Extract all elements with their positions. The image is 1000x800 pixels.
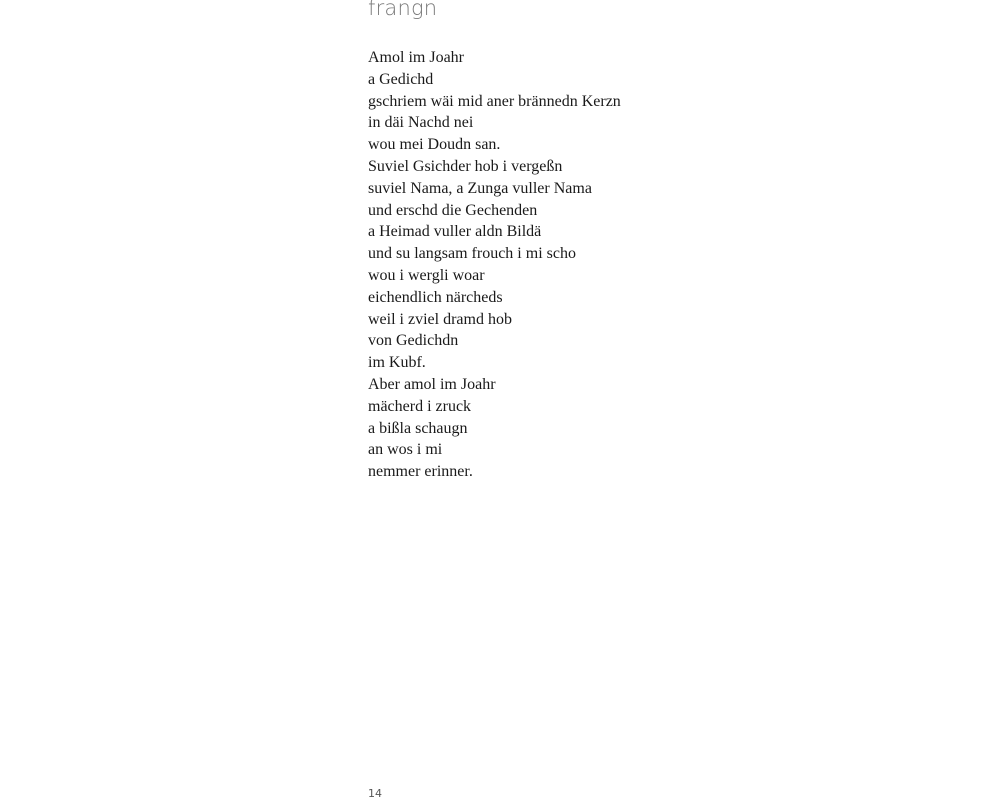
poem-line: gschriem wäi mid aner brännedn Kerzn — [368, 92, 621, 110]
poem-line: weil i zviel dramd hob — [368, 310, 512, 328]
poem-line: a Gedichd — [368, 70, 434, 88]
poem-line: a Heimad vuller aldn Bildä — [368, 223, 542, 241]
poem-line: wou i wergli woar — [368, 266, 485, 284]
poem-line: nemmer erinner. — [368, 463, 473, 481]
poem-line: im Kubf. — [368, 354, 426, 372]
poem-line: Amol im Joahr — [368, 49, 464, 66]
poem-line: in däi Nachd nei — [368, 114, 474, 132]
poem-line: und su langsam frouch i mi scho — [368, 245, 576, 263]
poem-line: eichendlich närcheds — [368, 288, 503, 306]
poem-title: frangn — [368, 0, 438, 20]
poem-line: a bißla schaugn — [368, 419, 468, 437]
poem-line: mächerd i zruck — [368, 397, 472, 415]
poem-line: Aber amol im Joahr — [368, 375, 496, 393]
page-number: 14 — [368, 787, 382, 800]
poem-body — [368, 47, 621, 483]
poem-line: an wos i mi — [368, 441, 443, 459]
poem-line: und erschd die Gechenden — [368, 201, 538, 219]
poem-line: Suviel Gsichder hob i vergeßn — [368, 157, 563, 175]
poem-line: wou mei Doudn san. — [368, 136, 501, 154]
poem-line: suviel Nama, a Zunga vuller Nama — [368, 179, 592, 197]
poem-line: von Gedichdn — [368, 332, 459, 350]
